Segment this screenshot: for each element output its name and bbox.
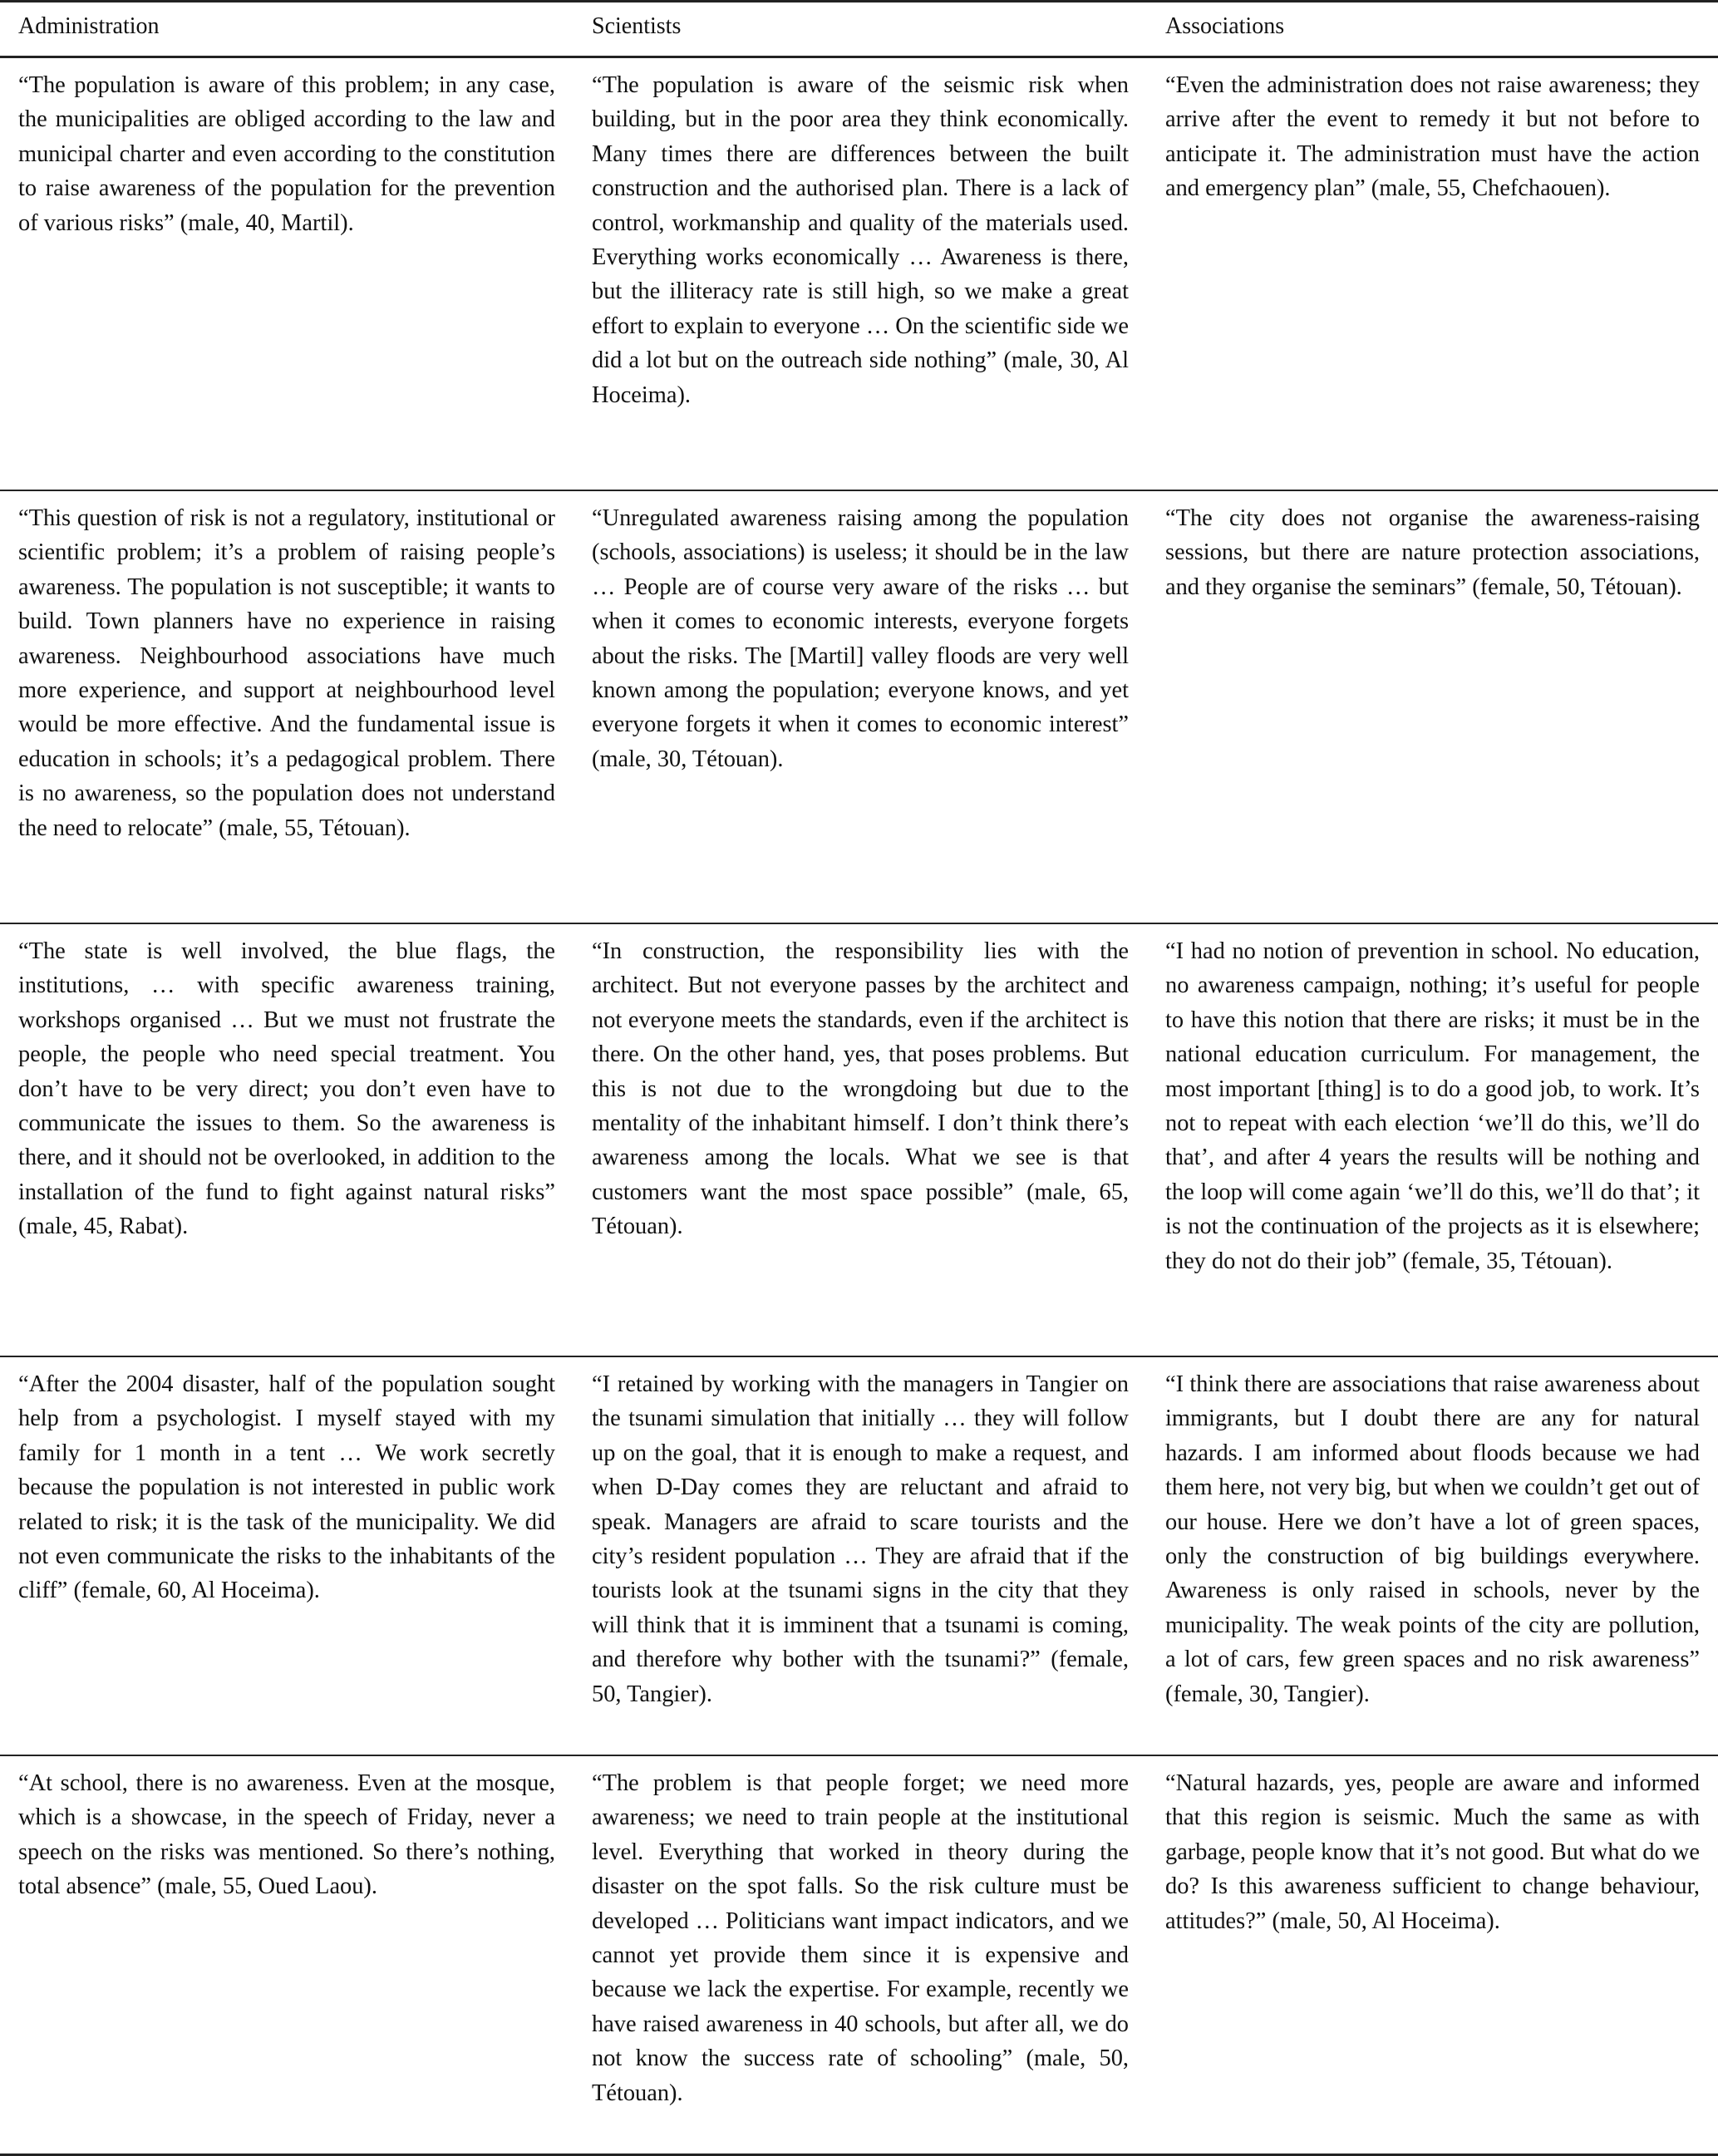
- table-row: [0, 57, 1718, 491]
- associations-quote: “Natural hazards, yes, people are aware and informed that this region is seismic. Much the same as with garbage, people know that it’s not good. But what do we do? Is this awareness sufficient to change behaviour, attitudes?” (male, 50, Al Hoceima).: [1165, 1770, 1700, 1934]
- table-row: [0, 923, 1718, 1356]
- header-row: [0, 2, 1718, 57]
- administration-quote: “The population is aware of this problem; in any case, the municipalities are obliged according to the law and municipal charter and even according to the constitution to raise awareness of the population for the prevention of various risks” (male, 40, Martil).: [0, 57, 573, 491]
- administration-quote: “After the 2004 disaster, half of the population sought help from a psychologist. I myself stayed with my family for 1 month in a tent … We work secretly because the population is not interested in public work related to risk; it is the task of the municipality. We did not even communicate the risks to the inhabitants of the cliff” (female, 60, Al Hoceima).: [0, 1356, 573, 1755]
- associations-quote: “I think there are associations that raise awareness about immigrants, but I doubt there are any for natural hazards. I am informed about floods because we had them here, not very big, but when we couldn’t get out of our house. Here we don’t have a lot of green spaces, only the construction of big buildings everywhere. Awareness is only raised in schools, never by the municipality. The weak points of the city are pollution, a lot of cars, few green spaces and no risk awareness” (female, 30, Tangier).: [1147, 1356, 1718, 1755]
- scientists-quote: “Unregulated awareness raising among the population (schools, associations) is useless; it should be in the law … People are of course very aware of the risks … but when it comes to economic interests, everyone forgets about the risks. The [Martil] valley floods are very well known among the population; everyone knows, and yet everyone forgets it when it comes to economic interest” (male, 30, Tétouan).: [573, 490, 1147, 923]
- table-row: [0, 1356, 1718, 1755]
- table-row: [0, 490, 1718, 923]
- associations-quote: “I had no notion of prevention in school. No education, no awareness campaign, nothing; it’s useful for people to have this notion that there are risks; it must be in the national education curriculum. For management, the most important [thing] is to do a good job, to work. It’s not to repeat with each election ‘we’ll do this, we’ll do that’, and after 4 years the results will be nothing and the loop will come again ‘we’ll do this, we’ll do that’; it is not the continuation of the projects as it is elsewhere; they do not do their job” (female, 35, Tétouan).: [1147, 923, 1718, 1356]
- associations-quote: “Even the administration does not raise awareness; they arrive after the event to remedy it but not before to anticipate it. The administration must have the action and emergency plan” (male, 55, Chefchaouen).: [1147, 57, 1718, 491]
- column-header-administration: Administration: [0, 2, 573, 57]
- scientists-quote: “The problem is that people forget; we need more awareness; we need to train people at the institutional level. Everything that worked in theory during the disaster on the spot falls. So the risk culture must be developed … Politicians want impact indicators, and we cannot yet provide them since it is expensive and because we lack the expertise. For example, recently we have raised awareness in 40 schools, but after all, we do not know the success rate of schooling” (male, 50, Tétouan).: [592, 1770, 1129, 2106]
- scientists-quote: “In construction, the responsibility lies with the architect. But not everyone passes by the architect and not everyone meets the standards, even if the architect is there. On the other hand, yes, that poses problems. But this is not due to the wrongdoing but due to the mentality of the inhabitant himself. I don’t think there’s awareness among the locals. What we see is that customers want the most space possible” (male, 65, Tétouan).: [573, 923, 1147, 1356]
- administration-quote: “The state is well involved, the blue flags, the institutions, … with specific awareness training, workshops organised … But we must not frustrate the people, the people who need special treatment. You don’t have to be very direct; you don’t even have to communicate the issues to them. So the awareness is there, and it should not be overlooked, in addition to the installation of the fund to fight against natural risks” (male, 45, Rabat).: [0, 923, 573, 1356]
- column-header-scientists: Scientists: [573, 2, 1147, 57]
- table-body: [0, 57, 1718, 2155]
- administration-quote: “At school, there is no awareness. Even at the mosque, which is a showcase, in the speech of Friday, never a speech on the risks was mentioned. So there’s nothing, total absence” (male, 55, Oued Laou).: [18, 1770, 555, 1900]
- scientists-quote: “I retained by working with the managers in Tangier on the tsunami simulation that initially … they will follow up on the goal, that it is enough to make a request, and when D-Day comes they are reluctant and afraid to speak. Managers are afraid to scare tourists and the city’s resident population … They are afraid that if the tourists look at the tsunami signs in the city that they will think that it is imminent that a tsunami is coming, and therefore why bother with the tsunami?” (female, 50, Tangier).: [573, 1356, 1147, 1755]
- scientists-quote: “The population is aware of the seismic risk when building, but in the poor area they think economically. Many times there are differences between the built construction and the authorised plan. There is a lack of control, workmanship and quality of the materials used. Everything works economically … Awareness is there, but the illiteracy rate is still high, so we make a great effort to explain to everyone … On the scientific side we did a lot but on the outreach side nothing” (male, 30, Al Hoceima).: [573, 57, 1147, 491]
- associations-quote: “The city does not organise the awareness-raising sessions, but there are nature protection associations, and they organise the seminars” (female, 50, Tétouan).: [1147, 490, 1718, 923]
- administration-quote: “This question of risk is not a regulatory, institutional or scientific problem; it’s a problem of raising people’s awareness. The population is not susceptible; it wants to build. Town planners have no experience in raising awareness. Neighbourhood associations have much more experience, and support at neighbourhood level would be more effective. And the fundamental issue is education in schools; it’s a pedagogical problem. There is no awareness, so the population does not understand the need to relocate” (male, 55, Tétouan).: [0, 490, 573, 923]
- column-header-associations: Associations: [1147, 2, 1718, 57]
- table-header: [0, 2, 1718, 57]
- table-row: [0, 1755, 1718, 2155]
